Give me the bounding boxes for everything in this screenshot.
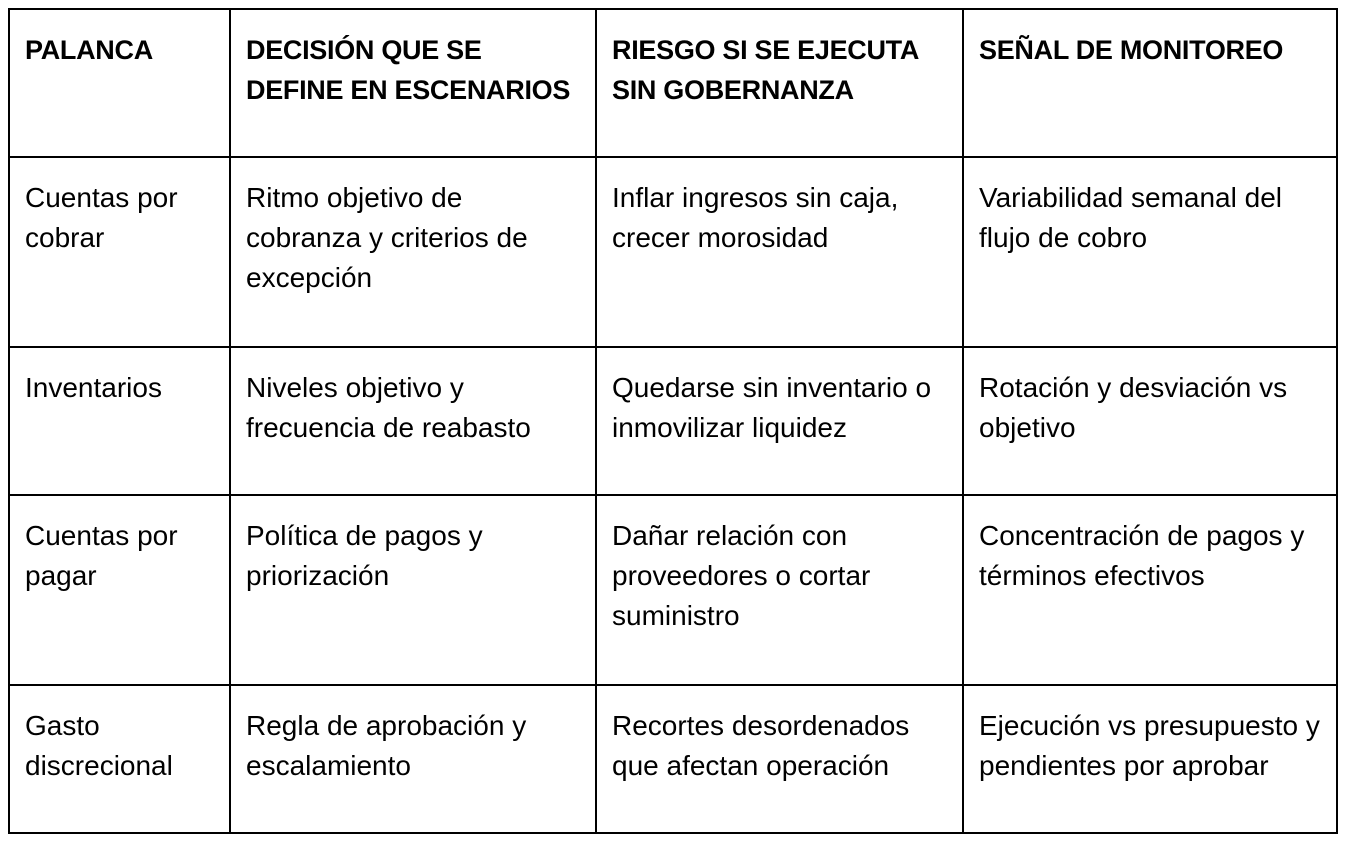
- table-row: [9, 685, 1337, 833]
- cell-riesgo: Dañar relación con proveedores o cortar suministro: [596, 495, 963, 685]
- cell-decision: Regla de aprobación y escalamiento: [230, 685, 596, 833]
- cell-decision: Política de pagos y priorización: [230, 495, 596, 685]
- header-palanca: PALANCA: [9, 9, 230, 157]
- table-row: [9, 157, 1337, 347]
- cell-palanca: Inventarios: [9, 347, 230, 495]
- header-senal: SEÑAL DE MONITOREO: [963, 9, 1337, 157]
- cell-riesgo: Inflar ingresos sin caja, crecer morosidad: [596, 157, 963, 347]
- cell-palanca: Gasto discrecional: [9, 685, 230, 833]
- table-row: [9, 495, 1337, 685]
- cell-senal: Variabilidad semanal del flujo de cobro: [963, 157, 1337, 347]
- header-decision: DECISIÓN QUE SE DEFINE EN ESCENARIOS: [230, 9, 596, 157]
- cell-palanca: Cuentas por cobrar: [9, 157, 230, 347]
- levers-table: [8, 8, 1338, 834]
- cell-decision: Ritmo objetivo de cobranza y criterios de excepción: [230, 157, 596, 347]
- cell-senal: Ejecución vs presupuesto y pendientes por aprobar: [963, 685, 1337, 833]
- cell-palanca: Cuentas por pagar: [9, 495, 230, 685]
- cell-riesgo: Recortes desordenados que afectan operación: [596, 685, 963, 833]
- table-header-row: [9, 9, 1337, 157]
- cell-riesgo: Quedarse sin inventario o inmovilizar liquidez: [596, 347, 963, 495]
- table-row: [9, 347, 1337, 495]
- cell-decision: Niveles objetivo y frecuencia de reabasto: [230, 347, 596, 495]
- cell-senal: Rotación y desviación vs objetivo: [963, 347, 1337, 495]
- header-riesgo: RIESGO SI SE EJECUTA SIN GOBERNANZA: [596, 9, 963, 157]
- cell-senal: Concentración de pagos y términos efectivos: [963, 495, 1337, 685]
